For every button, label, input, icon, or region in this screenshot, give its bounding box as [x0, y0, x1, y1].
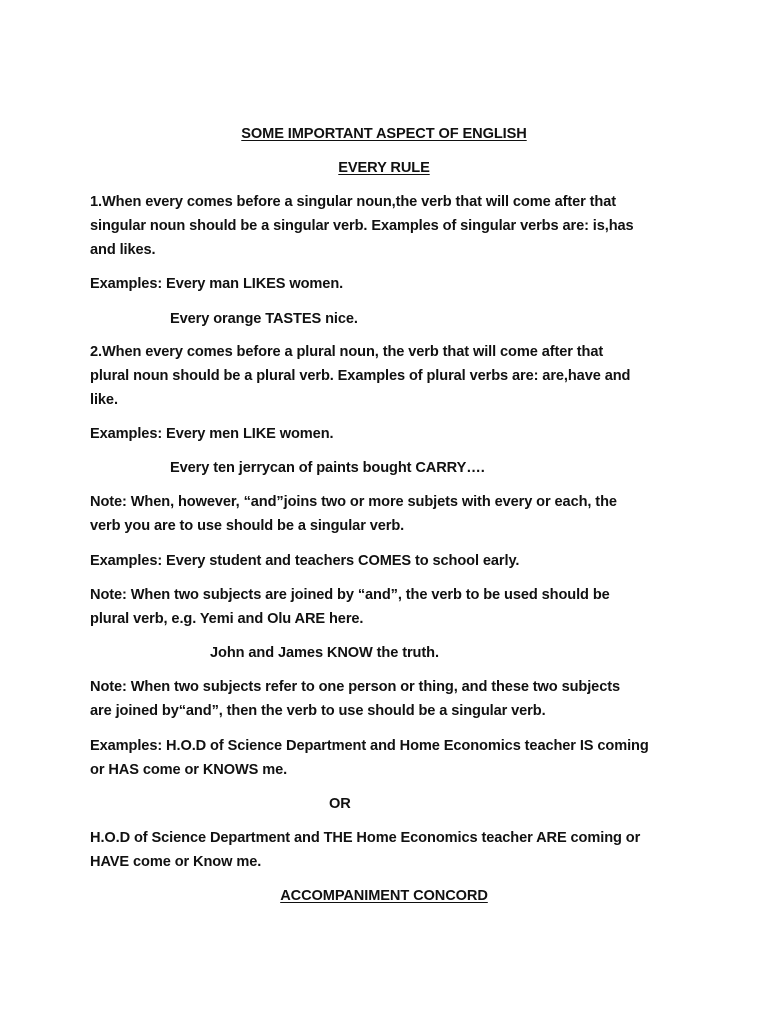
example-line: HAVE come or Know me. [90, 854, 262, 870]
example-line: Examples: Every men LIKE women. [90, 426, 334, 442]
note-line: verb you are to use should be a singular verb. [90, 518, 405, 534]
section-heading: ACCOMPANIMENT CONCORD [280, 888, 488, 904]
example-line: Examples: Every man LIKES women. [90, 276, 344, 292]
example-line: Every orange TASTES nice. [170, 311, 358, 327]
document-title: SOME IMPORTANT ASPECT OF ENGLISH [241, 126, 527, 142]
rule1-line: 1.When every comes before a singular noun,the verb that will come after that [90, 194, 617, 210]
rule1-line: singular noun should be a singular verb. Examples of singular verbs are: is,has [90, 218, 634, 234]
note-line: John and James KNOW the truth. [210, 645, 439, 661]
rule2-line: like. [90, 392, 118, 408]
rule1-line: and likes. [90, 242, 156, 258]
note-line: Note: When, however, “and”joins two or more subjets with every or each, the [90, 494, 617, 510]
example-line: or HAS come or KNOWS me. [90, 762, 288, 778]
example-line: H.O.D of Science Department and THE Home Economics teacher ARE coming or [90, 830, 641, 846]
rule2-line: 2.When every comes before a plural noun, the verb that will come after that [90, 344, 604, 360]
note-line: plural verb, e.g. Yemi and Olu ARE here. [90, 611, 364, 627]
rule2-line: plural noun should be a plural verb. Examples of plural verbs are: are,have and [90, 368, 631, 384]
note-line: Note: When two subjects are joined by “and”, the verb to be used should be [90, 587, 610, 603]
note-line: Note: When two subjects refer to one person or thing, and these two subjects [90, 679, 620, 695]
note-line: are joined by“and”, then the verb to use should be a singular verb. [90, 703, 546, 719]
example-line: Every ten jerrycan of paints bought CARRY…. [170, 460, 485, 476]
document-subtitle: EVERY RULE [338, 160, 430, 176]
example-line: Examples: H.O.D of Science Department and Home Economics teacher IS coming [90, 738, 649, 754]
or-separator: OR [329, 796, 351, 812]
example-line: Examples: Every student and teachers COMES to school early. [90, 553, 520, 569]
